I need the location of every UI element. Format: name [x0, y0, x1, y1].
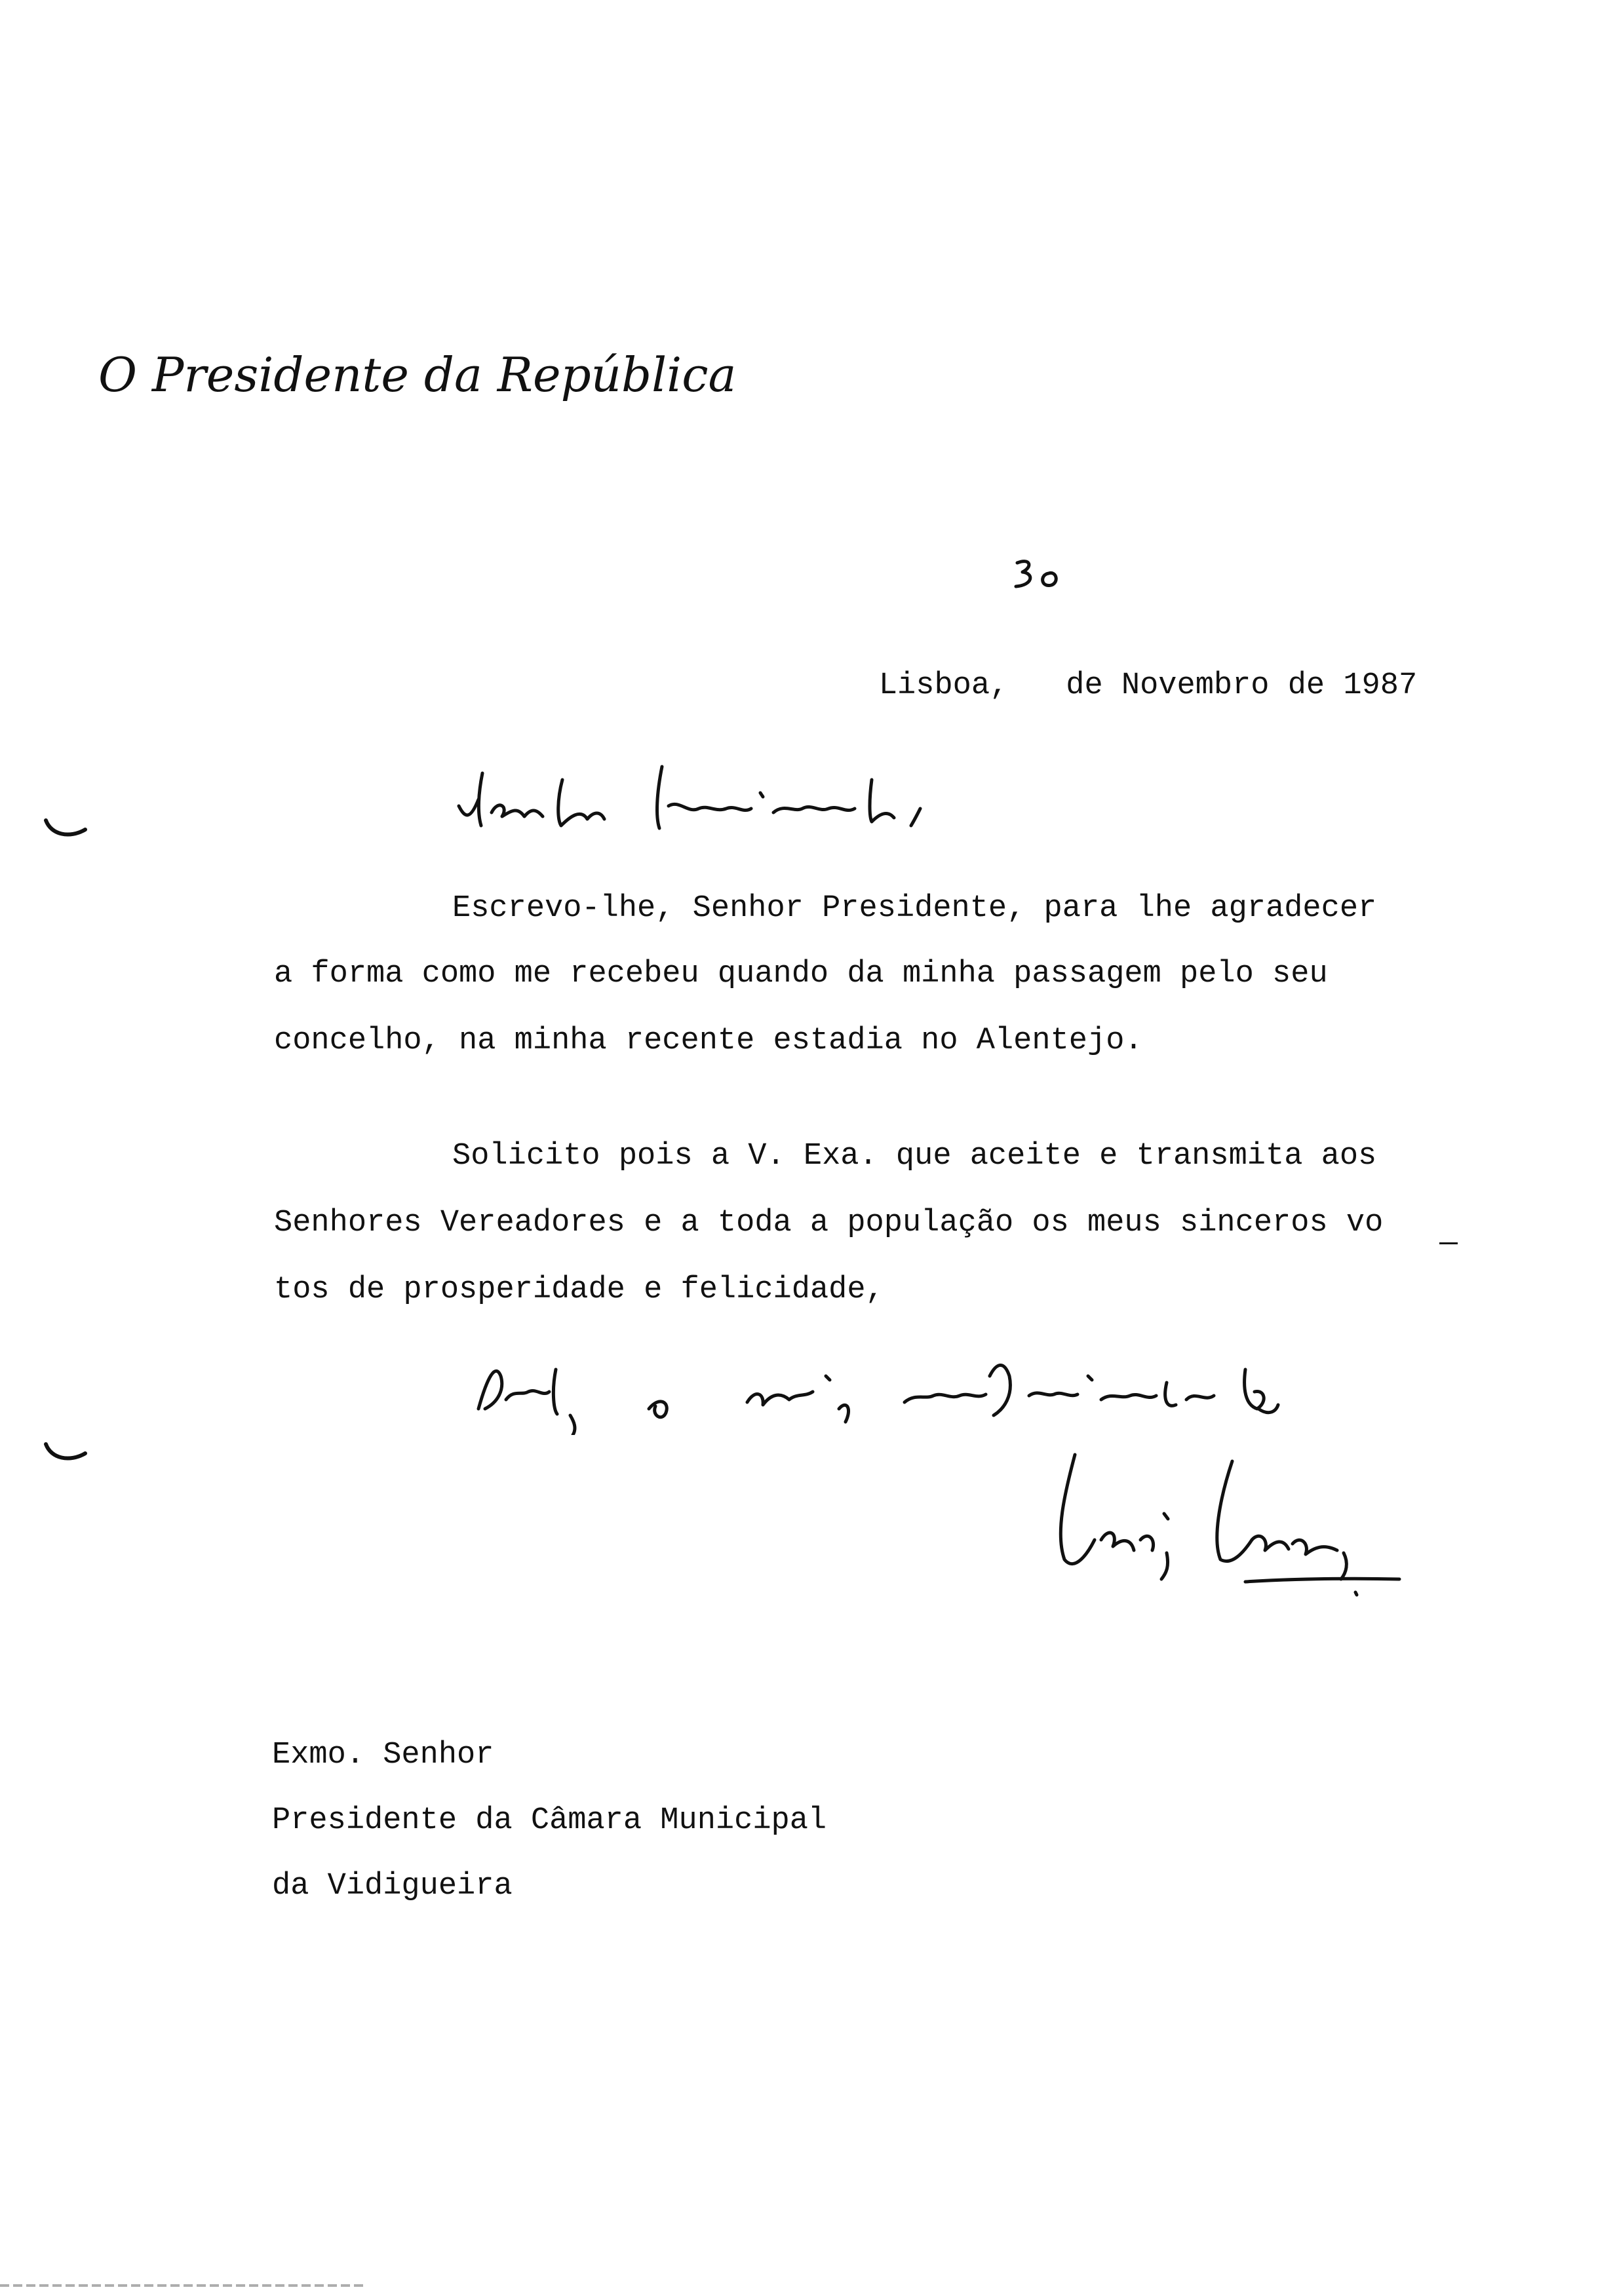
dateline-place: Lisboa,	[878, 668, 1009, 703]
addressee-line-1: Exmo. Senhor	[272, 1738, 494, 1772]
paragraph-2-line-3: tos de prosperidade e felicidade,	[274, 1272, 884, 1307]
dateline-rest: de Novembro de 1987	[1066, 668, 1418, 703]
paragraph-2-line-1: Solicito pois a V. Exa. que aceite e transmita aos	[452, 1139, 1377, 1174]
salutation	[452, 754, 963, 839]
punch-hole-mark-top	[41, 815, 93, 848]
dateline-day	[1008, 564, 1066, 703]
addressee-line-2: Presidente da Câmara Municipal	[272, 1803, 827, 1838]
handwritten-salutation	[452, 754, 963, 839]
letterhead-title: O Presidente da República	[98, 347, 737, 402]
signature-mark	[1036, 1442, 1416, 1612]
handwritten-closing	[472, 1337, 1409, 1435]
closing	[472, 1337, 1409, 1435]
punch-hole-mark-bottom	[41, 1439, 93, 1472]
dateline	[805, 529, 1417, 738]
paragraph-1-line-2: a forma como me recebeu quando da minha passagem pelo seu	[274, 957, 1328, 991]
addressee-line-3: da Vidigueira	[272, 1869, 513, 1904]
signature	[1036, 1442, 1416, 1612]
hyphen-underline	[1439, 1242, 1458, 1244]
handwritten-day	[1011, 555, 1070, 594]
scan-edge-artifact	[0, 2284, 367, 2287]
paragraph-1-line-1: Escrevo-lhe, Senhor Presidente, para lhe agradecer	[452, 891, 1377, 926]
paragraph-1-line-3: concelho, na minha recente estadia no Alentejo.	[274, 1024, 1143, 1058]
paragraph-2-line-2: Senhores Vereadores e a toda a população os meus sinceros vo	[274, 1206, 1384, 1240]
